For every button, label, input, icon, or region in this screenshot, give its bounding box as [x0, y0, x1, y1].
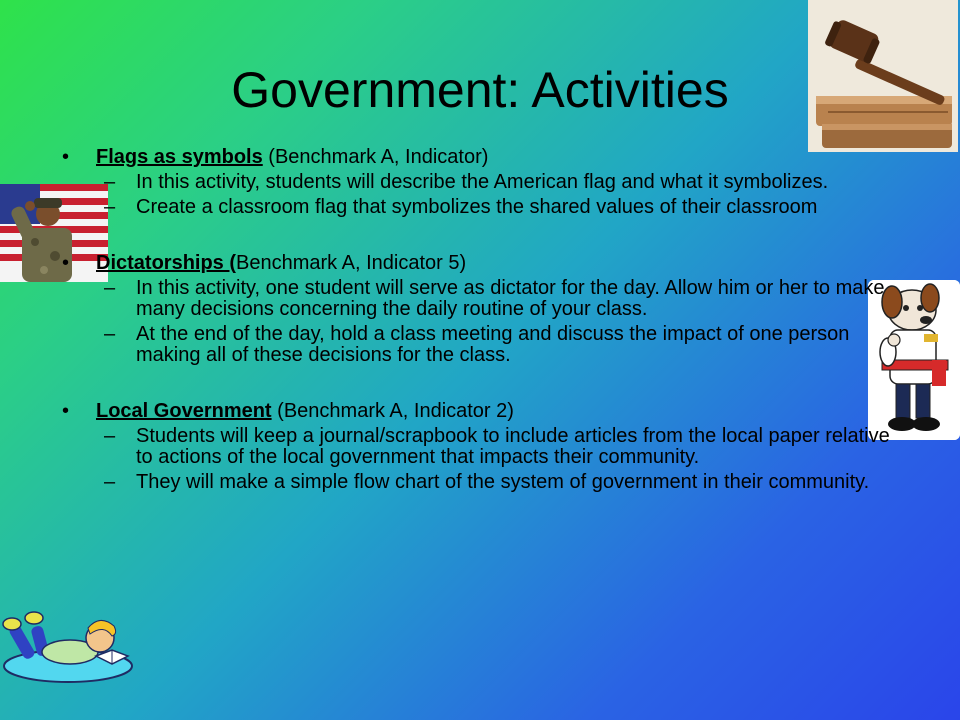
bullet-mark: •	[62, 146, 70, 168]
sub-item-text: In this activity, one student will serve as dictator for the day. Allow him or her to make many decisions concerning the daily routine of your class.	[136, 277, 885, 320]
sub-item	[104, 197, 902, 218]
dash-mark: –	[104, 277, 116, 299]
sub-item-text: At the end of the day, hold a class meeting and discuss the impact of one person making all of these decisions for the class.	[136, 323, 850, 366]
section-dictatorships	[62, 252, 902, 274]
bullet-mark: •	[62, 252, 70, 274]
sub-item-text: They will make a simple flow chart of the system of government in their community.	[136, 471, 870, 493]
section-heading: Dictatorships (	[96, 252, 237, 274]
sub-item-text: In this activity, students will describe the American flag and what it symbolizes.	[136, 171, 829, 193]
sub-item	[104, 472, 902, 493]
child-reading-book-icon	[0, 604, 140, 686]
sub-item-text: Students will keep a journal/scrapbook to include articles from the local paper relative to actions of the local government that impacts their community.	[136, 425, 890, 468]
section-local-government	[62, 400, 902, 422]
section-heading: Local Government	[96, 400, 272, 422]
sub-item	[104, 172, 902, 193]
section-flags	[62, 146, 902, 168]
section-benchmark: Benchmark A, Indicator 5)	[236, 252, 467, 274]
activity-list	[62, 146, 902, 497]
dash-mark: –	[104, 171, 116, 193]
dash-mark: –	[104, 323, 116, 345]
dash-mark: –	[104, 196, 116, 218]
dash-mark: –	[104, 471, 116, 493]
section-heading: Flags as symbols	[96, 146, 263, 168]
sub-item-text: Create a classroom flag that symbolizes the shared values of their classroom	[136, 196, 818, 218]
section-benchmark: (Benchmark A, Indicator 2)	[271, 400, 514, 422]
sub-item	[104, 278, 902, 320]
bullet-mark: •	[62, 400, 70, 422]
slide-title: Government: Activities	[231, 62, 729, 118]
sub-item	[104, 426, 902, 468]
sub-item	[104, 324, 902, 366]
dash-mark: –	[104, 425, 116, 447]
section-benchmark: (Benchmark A, Indicator)	[262, 146, 489, 168]
